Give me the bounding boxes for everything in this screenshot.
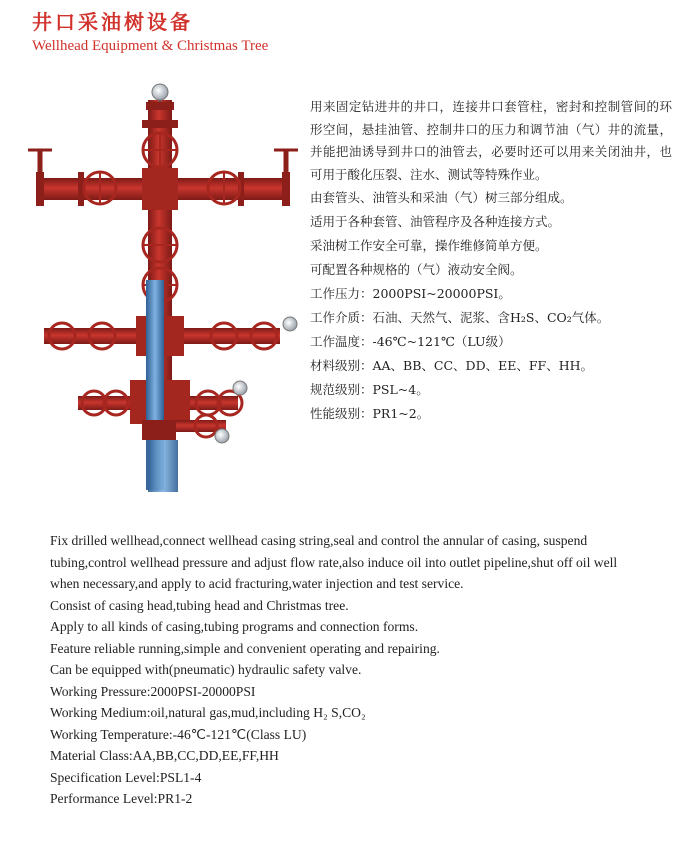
christmas-tree-wellhead-icon: [18, 80, 308, 500]
english-spec-medium: Working Medium:oil,natural gas,mud,including H₂ S,CO₂: [50, 705, 366, 720]
english-line: Consist of casing head,tubing head and Christmas tree.: [50, 597, 349, 613]
english-spec-pressure: Working Pressure:2000PSI-20000PSI: [50, 683, 256, 699]
chinese-line: 由套管头、油管头和采油（气）树三部分组成。: [310, 190, 573, 205]
chinese-line: 可配置各种规格的（气）液动安全阀。: [310, 262, 523, 277]
english-line: Feature reliable running,simple and convenient operating and repairing.: [50, 640, 440, 656]
english-intro-paragraph: Fix drilled wellhead,connect wellhead casing string,seal and control the annular of casing, suspend tubing,control wellhead pressure and adjust flow rate,also induce oil into outlet pipeline,shut off oil well when necessary,and apply to acid fracturing,water injection and test service.: [50, 533, 618, 591]
page-title-cn: 井口采油树设备: [32, 10, 193, 34]
chinese-spec-temperature: 工作温度：-46℃~121℃（LU级）: [310, 334, 511, 349]
chinese-spec-level: 规范级别：PSL~4。: [310, 382, 429, 397]
english-description: [50, 530, 640, 810]
english-spec-temperature: Working Temperature:-46℃-121℃(Class LU): [50, 726, 307, 742]
chinese-spec-material: 材料级别：AA、BB、CC、DD、EE、FF、HH。: [310, 358, 593, 373]
english-line: Apply to all kinds of casing,tubing programs and connection forms.: [50, 619, 419, 634]
chinese-spec-performance: 性能级别：PR1~2。: [310, 406, 430, 421]
english-spec-level: Specification Level:PSL1-4: [50, 769, 202, 785]
chinese-intro-paragraph: 用来固定钻进井的井口，连接井口套管柱，密封和控制管间的环形空间，悬挂油管、控制井口的压力和调节油（气）井的流量，并能把油诱导到井口的油管去，必要时还可以用来关闭油井，也可用于酸化压裂、注水、测试等特殊作业。: [310, 99, 672, 182]
english-spec-performance: Performance Level:PR1-2: [50, 791, 193, 806]
english-line: Can be equipped with(pneumatic) hydraulic safety valve.: [50, 662, 362, 677]
chinese-description: [310, 96, 672, 426]
chinese-line: 适用于各种套管、油管程序及各种连接方式。: [310, 214, 561, 229]
english-spec-material: Material Class:AA,BB,CC,DD,EE,FF,HH: [50, 748, 279, 763]
page-title-en: Wellhead Equipment & Christmas Tree: [32, 38, 269, 54]
chinese-line: 采油树工作安全可靠，操作维修简单方便。: [310, 238, 548, 253]
chinese-spec-pressure: 工作压力：2000PSI~20000PSI。: [310, 286, 511, 301]
chinese-spec-medium: 工作介质：石油、天然气、泥浆、含H₂S、CO₂气体。: [310, 310, 610, 325]
